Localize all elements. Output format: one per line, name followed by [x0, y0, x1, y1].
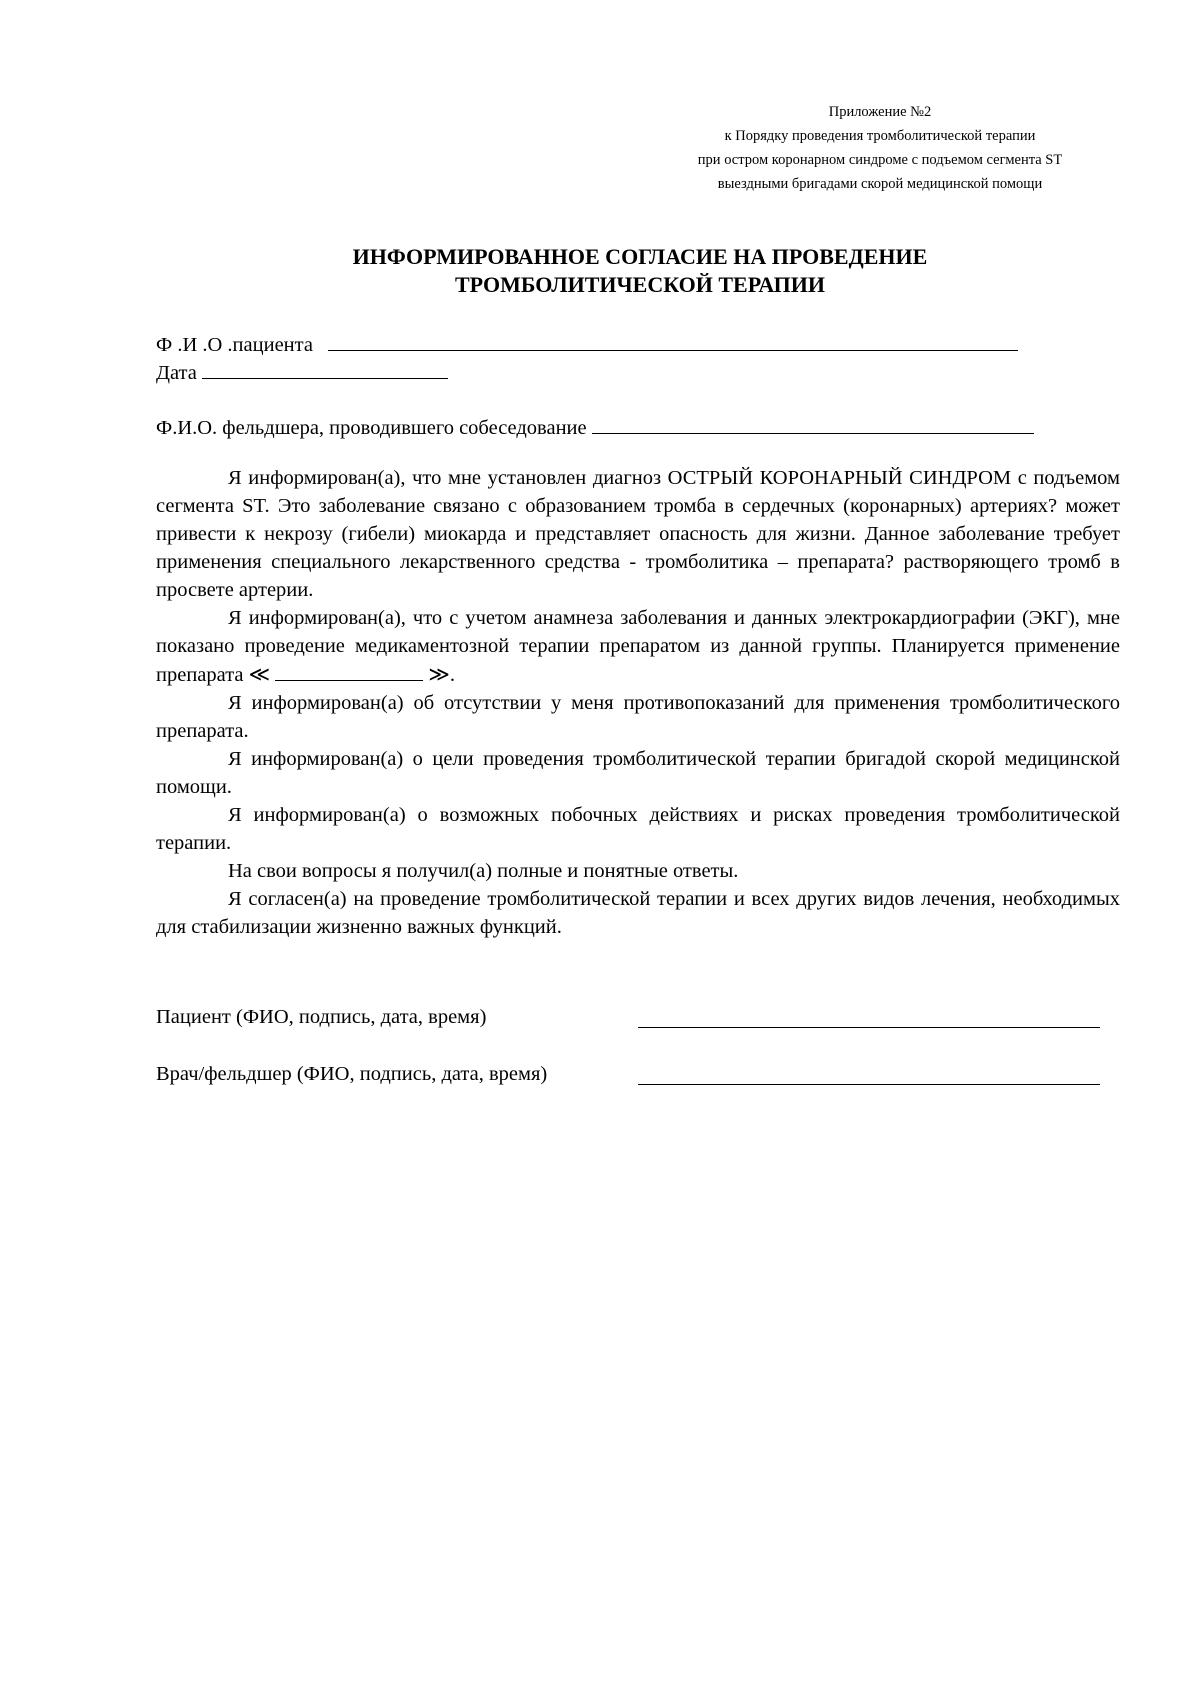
date-blank[interactable] — [202, 356, 448, 379]
date-row — [156, 356, 448, 387]
appendix-line: к Порядку проведения тромболитической терапии — [724, 128, 1036, 144]
patient-signature-blank[interactable] — [638, 1027, 1100, 1028]
doctor-signature-blank[interactable] — [638, 1084, 1100, 1085]
paragraph-agreement: Я согласен(а) на проведение тромболитической терапии и всех других видов лечения, необходимых для стабилизации жизненно важных функций. — [156, 888, 1120, 938]
title-line-1: ИНФОРМИРОВАННОЕ СОГЛАСИЕ НА ПРОВЕДЕНИЕ — [352, 244, 928, 269]
drug-name-blank[interactable] — [275, 660, 423, 681]
paragraph-therapy — [156, 604, 1120, 689]
feldsher-name-label: Ф.И.О. фельдшера, проводившего собеседование — [156, 417, 587, 439]
open-quote: ≪ — [248, 664, 271, 686]
therapy-text: Я информирован(а), что с учетом анамнеза заболевания и данных электрокардиографии (ЭКГ), мне показано проведение медикаментозной терапии препаратом из данной группы. Планируется применение препарата — [156, 607, 1120, 686]
appendix-number: Приложение №2 — [828, 104, 932, 120]
patient-name-label: Ф .И .О .пациента — [156, 334, 313, 356]
patient-name-blank[interactable] — [328, 328, 1018, 351]
paragraph-risks: Я информирован(а) о возможных побочных действиях и рисках проведения тромболитической терапии. — [156, 804, 1120, 854]
feldsher-name-blank[interactable] — [592, 411, 1034, 434]
consent-body — [156, 464, 1120, 941]
feldsher-name-row — [156, 411, 1034, 442]
paragraph-questions: На свои вопросы я получил(а) полные и понятные ответы. — [228, 860, 739, 882]
paragraph-purpose: Я информирован(а) о цели проведения тромболитической терапии бригадой скорой медицинской помощи. — [156, 748, 1120, 798]
doctor-signature-label: Врач/фельдшер (ФИО, подпись, дата, время) — [156, 1063, 548, 1085]
date-label: Дата — [156, 362, 197, 384]
paragraph-contraindications: Я информирован(а) об отсутствии у меня противопоказаний для применения тромболитического препарата. — [156, 692, 1120, 742]
paragraph-diagnosis: Я информирован(а), что мне установлен диагноз ОСТРЫЙ КОРОНАРНЫЙ СИНДРОМ с подъемом сегмента ST. Это заболевание связано с образованием тромба в сердечных (коронарных) артериях? может привести к некрозу (гибели) миокарда и представляет опасность для жизни. Данное заболевание требует применения специального лекарственного средства - тромболитика – препарата? растворяющего тромб в просвете артерии. — [156, 467, 1120, 601]
document-title — [150, 243, 1130, 299]
close-quote: ≫. — [428, 664, 455, 686]
title-line-2: ТРОМБОЛИТИЧЕСКОЙ ТЕРАПИИ — [454, 272, 826, 297]
patient-name-row — [156, 328, 1018, 359]
appendix-header — [660, 100, 1100, 196]
patient-signature-label: Пациент (ФИО, подпись, дата, время) — [156, 1006, 487, 1028]
appendix-line: выездными бригадами скорой медицинской помощи — [717, 176, 1043, 192]
appendix-line: при остром коронарном синдроме с подъемом сегмента ST — [697, 152, 1063, 168]
